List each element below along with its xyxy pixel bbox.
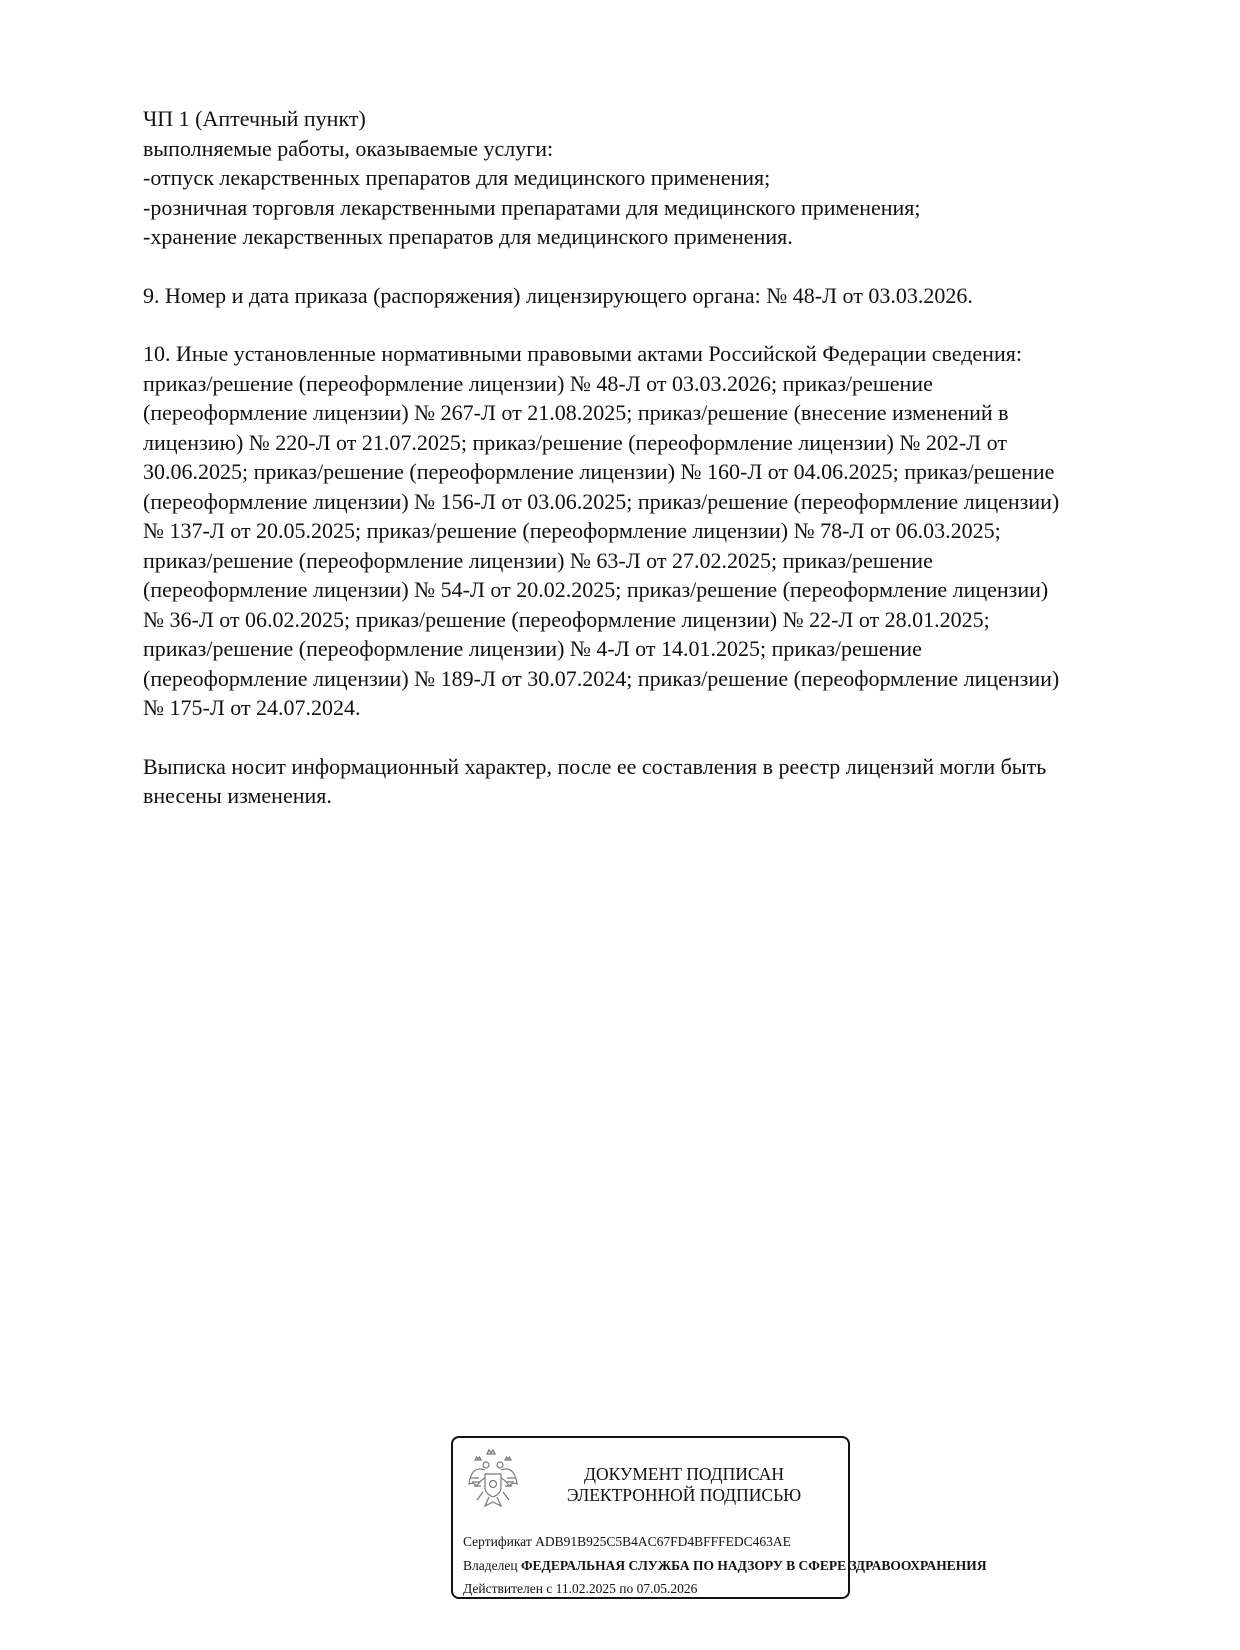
owner-line — [463, 1558, 987, 1574]
text-line: № 175-Л от 24.07.2024. — [143, 695, 361, 720]
text-line: (переоформление лицензии) № 54-Л от 20.02.2025; приказ/решение (переоформление лицензии) — [143, 577, 1049, 602]
text-line: лицензию) № 220-Л от 21.07.2025; приказ/решение (переоформление лицензии) № 202-Л от — [143, 429, 1007, 455]
paragraph-gap — [143, 252, 1163, 281]
validity-line: Действителен с 11.02.2025 по 07.05.2026 — [463, 1581, 698, 1596]
owner-label: Владелец — [463, 1558, 518, 1573]
document-body — [143, 104, 1163, 811]
certificate-label: Сертификат — [463, 1534, 532, 1549]
certificate-value: ADB91B925C5B4AC67FD4BFFFEDC463AE — [535, 1534, 791, 1549]
text-line: приказ/решение (переоформление лицензии) № 48-Л от 03.03.2026; приказ/решение — [143, 370, 933, 396]
text-line: 10. Иные установленные нормативными правовыми актами Российской Федерации сведения: — [143, 341, 1022, 366]
text-line: -розничная торговля лекарственными препаратами для медицинского применения; — [143, 194, 921, 220]
disclaimer-note — [143, 752, 1163, 811]
certificate-line — [463, 1534, 791, 1550]
coat-of-arms-icon — [467, 1448, 519, 1514]
order-number-item: 9. Номер и дата приказа (распоряжения) лицензирующего органа: № 48-Л от 03.03.2026. — [143, 282, 973, 308]
stamp-title-line: ЭЛЕКТРОННОЙ ПОДПИСЬЮ — [566, 1485, 802, 1505]
stamp-title — [549, 1464, 819, 1506]
text-line: выполняемые работы, оказываемые услуги: — [143, 135, 554, 161]
text-line: № 36-Л от 06.02.2025; приказ/решение (переоформление лицензии) № 22-Л от 28.01.2025; — [143, 606, 990, 632]
text-line: внесены изменения. — [143, 783, 332, 808]
text-line: приказ/решение (переоформление лицензии) № 63-Л от 27.02.2025; приказ/решение — [143, 547, 933, 573]
stamp-title-line: ДОКУМЕНТ ПОДПИСАН — [584, 1464, 784, 1484]
text-line: Выписка носит информационный характер, после ее составления в реестр лицензий могли быть — [143, 753, 1047, 779]
text-line: 30.06.2025; приказ/решение (переоформление лицензии) № 160-Л от 04.06.2025; приказ/решение — [143, 459, 1055, 484]
paragraph-gap — [143, 310, 1163, 339]
text-line: (переоформление лицензии) № 189-Л от 30.07.2024; приказ/решение (переоформление лицензии) — [143, 665, 1060, 691]
paragraph-gap — [143, 723, 1163, 752]
text-line: № 137-Л от 20.05.2025; приказ/решение (переоформление лицензии) № 78-Л от 06.03.2025; — [143, 518, 1001, 543]
text-line: (переоформление лицензии) № 156-Л от 03.06.2025; приказ/решение (переоформление лицензии) — [143, 488, 1060, 514]
text-line: -хранение лекарственных препаратов для медицинского применения. — [143, 224, 793, 249]
text-line: приказ/решение (переоформление лицензии) № 4-Л от 14.01.2025; приказ/решение — [143, 636, 922, 661]
owner-value: ФЕДЕРАЛЬНАЯ СЛУЖБА ПО НАДЗОРУ В СФЕРЕ ЗДРАВООХРАНЕНИЯ — [520, 1558, 987, 1573]
other-info-item — [143, 339, 1163, 723]
text-line: ЧП 1 (Аптечный пункт) — [143, 106, 366, 131]
pharmacy-point-section — [143, 104, 1163, 252]
text-line: (переоформление лицензии) № 267-Л от 21.08.2025; приказ/решение (внесение изменений в — [143, 400, 1009, 425]
text-line: -отпуск лекарственных препаратов для медицинского применения; — [143, 165, 771, 190]
electronic-signature-stamp — [451, 1436, 987, 1599]
